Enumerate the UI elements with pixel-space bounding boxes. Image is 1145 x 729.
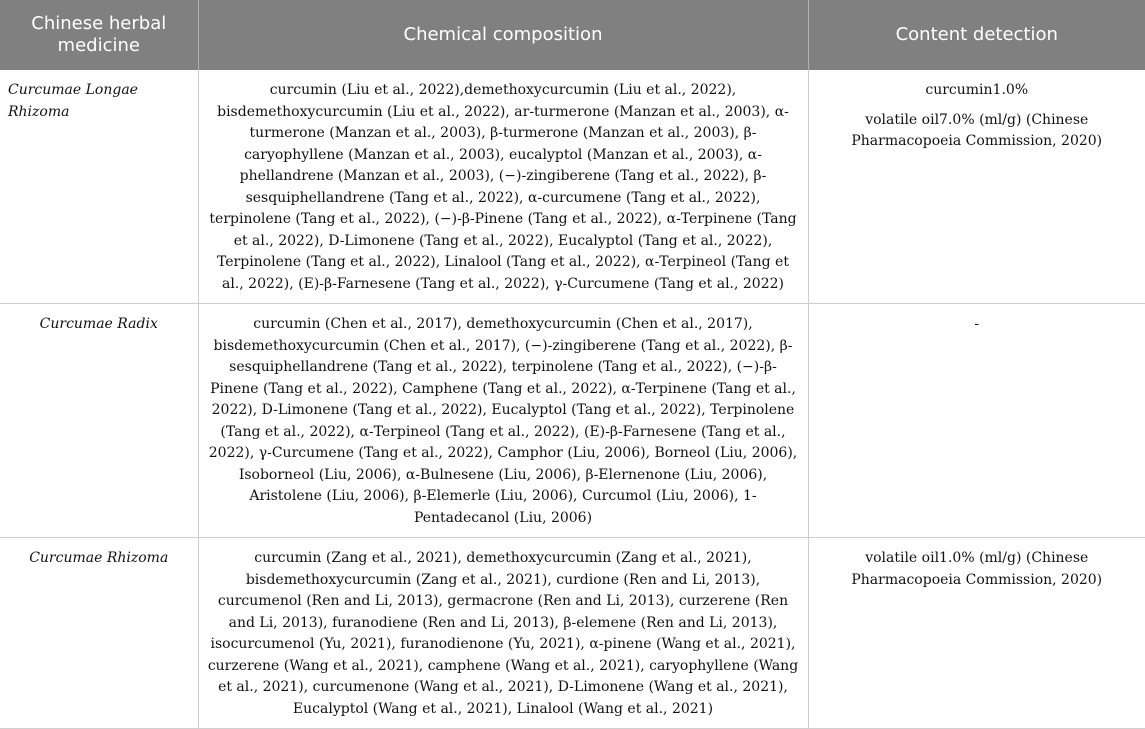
table-header	[0, 0, 1145, 70]
table-row	[0, 70, 1145, 304]
header-content-detection: Content detection	[808, 0, 1145, 70]
content-line: curcumin1.0%	[925, 82, 1029, 98]
herb-name-cell: Curcumae Longae Rhizoma	[0, 70, 198, 304]
herb-name-cell: Curcumae Radix	[0, 304, 198, 538]
herb-name-cell: Curcumae Rhizoma	[0, 538, 198, 729]
header-chemical-composition: Chemical composition	[198, 0, 808, 70]
header-herbal-medicine: Chinese herbal medicine	[0, 0, 198, 70]
table-row	[0, 304, 1145, 538]
content-line: volatile oil7.0% (ml/g) (Chinese Pharmacopoeia Commission, 2020)	[851, 111, 1103, 149]
composition-cell: curcumin (Liu et al., 2022),demethoxycurcumin (Liu et al., 2022), bisdemethoxycurcumin (Liu et al., 2022), ar-turmerone (Manzan et al., 2003), α-turmerone (Manzan et al., 2003), β-turmerone (Manzan et al., 2003), β-caryophyllene (Manzan et al., 2003), eucalyptol (Manzan et al., 2003), α-phellandrene (Manzan et al., 2003), (−)-zingiberene (Tang et al., 2022), β-sesquiphellandrene (Tang et al., 2022), α-curcumene (Tang et al., 2022), terpinolene (Tang et al., 2022), (−)-β-Pinene (Tang et al., 2022), α-Terpinene (Tang et al., 2022), D-Limonene (Tang et al., 2022), Eucalyptol (Tang et al., 2022), Terpinolene (Tang et al., 2022), Linalool (Tang et al., 2022), α-Terpineol (Tang et al., 2022), (E)-β-Farnesene (Tang et al., 2022), γ-Curcumene (Tang et al., 2022)	[198, 70, 808, 304]
table-row	[0, 538, 1145, 729]
header-row	[0, 0, 1145, 70]
composition-cell: curcumin (Zang et al., 2021), demethoxycurcumin (Zang et al., 2021), bisdemethoxycurcumin (Zang et al., 2021), curdione (Ren and Li, 2013), curcumenol (Ren and Li, 2013), germacrone (Ren and Li, 2013), curzerene (Ren and Li, 2013), furanodiene (Ren and Li, 2013), β-elemene (Ren and Li, 2013), isocurcumenol (Yu, 2021), furanodienone (Yu, 2021), α-pinene (Wang et al., 2021), curzerene (Wang et al., 2021), camphene (Wang et al., 2021), caryophyllene (Wang et al., 2021), curcumenone (Wang et al., 2021), D-Limonene (Wang et al., 2021), Eucalyptol (Wang et al., 2021), Linalool (Wang et al., 2021)	[198, 538, 808, 729]
content-detection-cell	[808, 538, 1145, 729]
composition-cell: curcumin (Chen et al., 2017), demethoxycurcumin (Chen et al., 2017), bisdemethoxycurcumin (Chen et al., 2017), (−)-zingiberene (Tang et al., 2022), β-sesquiphellandrene (Tang et al., 2022), terpinolene (Tang et al., 2022), (−)-β-Pinene (Tang et al., 2022), Camphene (Tang et al., 2022), α-Terpinene (Tang et al., 2022), D-Limonene (Tang et al., 2022), Eucalyptol (Tang et al., 2022), Terpinolene (Tang et al., 2022), α-Terpineol (Tang et al., 2022), (E)-β-Farnesene (Tang et al., 2022), γ-Curcumene (Tang et al., 2022), Camphor (Liu, 2006), Borneol (Liu, 2006), Isoborneol (Liu, 2006), α-Bulnesene (Liu, 2006), β-Elernenone (Liu, 2006), Aristolene (Liu, 2006), β-Elemerle (Liu, 2006), Curcumol (Liu, 2006), 1-Pentadecanol (Liu, 2006)	[198, 304, 808, 538]
content-line: -	[974, 316, 980, 332]
table-body	[0, 70, 1145, 729]
content-line: volatile oil1.0% (ml/g) (Chinese Pharmacopoeia Commission, 2020)	[851, 550, 1103, 588]
content-detection-cell	[808, 304, 1145, 538]
content-detection-cell	[808, 70, 1145, 304]
